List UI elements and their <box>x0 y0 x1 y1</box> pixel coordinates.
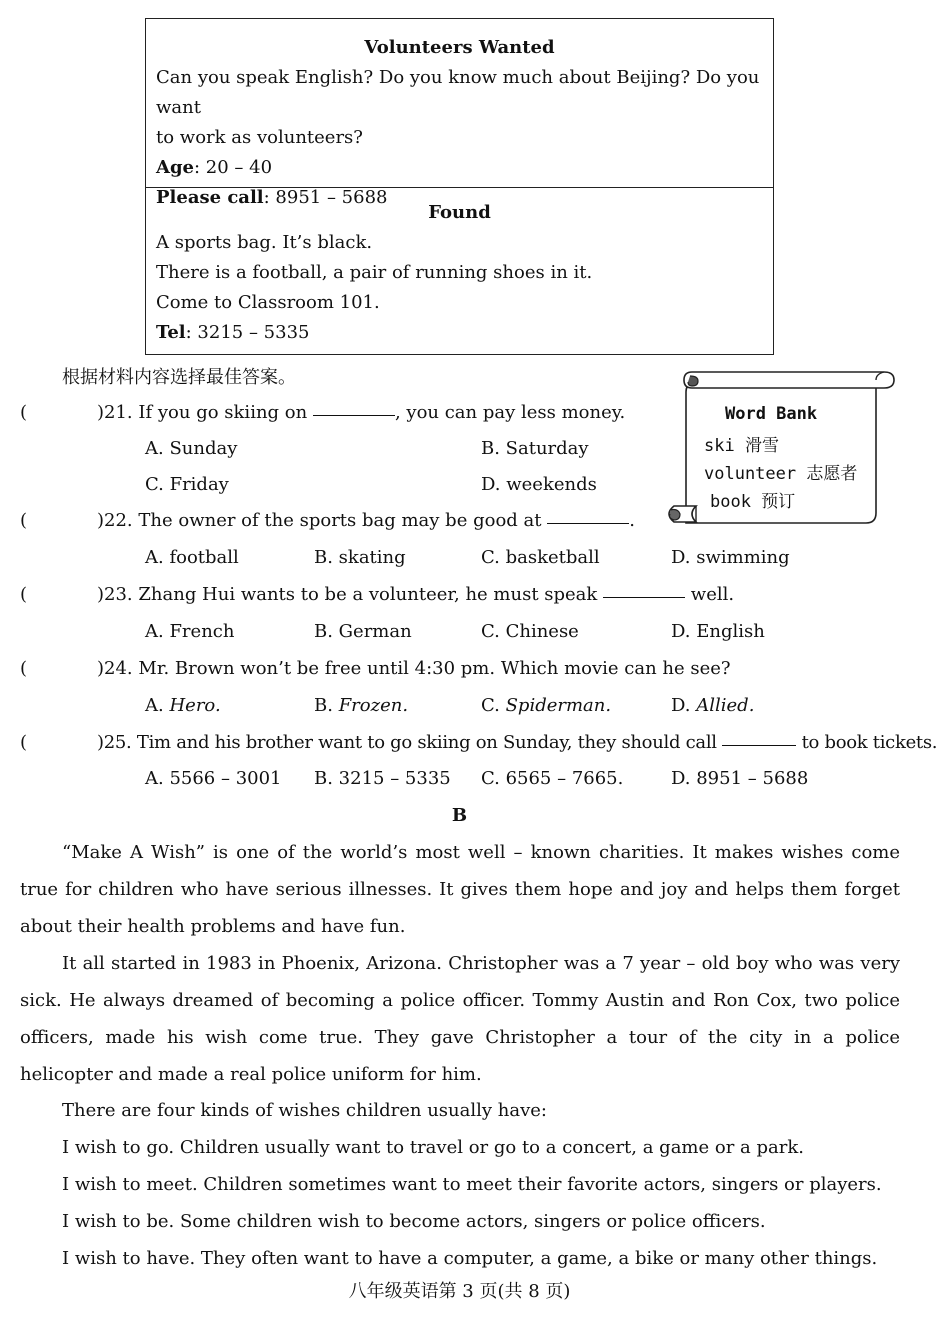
question-23 <box>97 583 734 607</box>
call-value: : 8951 – 5688 <box>263 187 388 208</box>
option: A. Sunday <box>145 438 238 459</box>
notice-text: Come to Classroom 101. <box>156 292 380 313</box>
question-text: well. <box>690 584 735 605</box>
option: D. swimming <box>671 547 790 568</box>
question-text: The owner of the sports bag may be good at <box>138 510 542 531</box>
word-bank-scroll <box>662 368 898 528</box>
option-letter: A. <box>145 695 164 716</box>
question-22 <box>97 509 635 533</box>
answer-blank <box>603 596 685 598</box>
tel-line <box>146 318 773 348</box>
answer-blank <box>722 744 796 746</box>
option <box>145 694 221 718</box>
question-number: )23. <box>97 584 133 605</box>
age-value: : 20 – 40 <box>194 157 273 178</box>
notice-found <box>145 187 774 355</box>
paragraph-line: I wish to go. Children usually want to travel or go to a concert, a game or a park. <box>62 1137 804 1158</box>
question-number: )21. <box>97 402 133 423</box>
paragraph: It all started in 1983 in Phoenix, Arizona. Christopher was a 7 year – old boy who was very sick. He always dreamed of becoming a police officer. Tommy Austin and Ron Cox, two police officers, made his wish come true. They gave Christopher a tour of the city in a police helicopter and made a real police uniform for him. <box>20 953 900 1085</box>
answer-paren: ( <box>20 732 28 753</box>
notice-title: Volunteers Wanted <box>364 37 555 58</box>
option: D. English <box>671 621 765 642</box>
notice-text: Can you speak English? Do you know much about Beijing? Do you want <box>156 67 760 118</box>
word-bank-item: volunteer 志愿者 <box>704 464 858 484</box>
movie-title: Frozen. <box>338 695 409 716</box>
option: B. skating <box>314 547 406 568</box>
option: D. 8951 – 5688 <box>671 768 809 789</box>
paragraph-line: There are four kinds of wishes children usually have: <box>62 1100 547 1121</box>
question-text: , you can pay less money. <box>394 402 626 423</box>
option-letter: B. <box>314 695 333 716</box>
paragraph-line: I wish to be. Some children wish to become actors, singers or police officers. <box>62 1211 766 1232</box>
answer-paren: ( <box>20 402 28 423</box>
section-heading: B <box>451 805 468 826</box>
option: A. football <box>145 547 239 568</box>
option: C. Friday <box>145 474 229 495</box>
instruction: 根据材料内容选择最佳答案。 <box>62 367 296 388</box>
age-line <box>146 153 773 183</box>
answer-paren: ( <box>20 658 28 679</box>
age-label: Age <box>156 157 195 178</box>
question-text: to book tickets. <box>801 732 937 753</box>
answer-paren: ( <box>20 584 28 605</box>
option: C. Chinese <box>481 621 579 642</box>
notice-title: Found <box>428 202 491 223</box>
movie-title: Hero. <box>169 695 221 716</box>
option: B. Saturday <box>481 438 589 459</box>
page-footer: 八年级英语第 3 页(共 8 页) <box>348 1281 571 1302</box>
option-letter: C. <box>481 695 500 716</box>
question-text: If you go skiing on <box>138 402 308 423</box>
option <box>481 694 611 718</box>
word-bank-title: Word Bank <box>725 404 818 424</box>
question-21 <box>97 401 625 425</box>
question-text: Zhang Hui wants to be a volunteer, he must speak <box>138 584 598 605</box>
notice-volunteers-wanted <box>145 18 774 208</box>
option: B. German <box>314 621 412 642</box>
call-label: Please call <box>156 187 264 208</box>
option: C. 6565 – 7665. <box>481 768 624 789</box>
word-bank-item: book 预订 <box>710 492 796 512</box>
option-letter: D. <box>671 695 691 716</box>
question-number: )25. <box>97 732 132 753</box>
notice-text: to work as volunteers? <box>156 127 363 148</box>
question-number: )22. <box>97 510 133 531</box>
paragraph-line: I wish to meet. Children sometimes want to meet their favorite actors, singers or players. <box>62 1174 882 1195</box>
option <box>314 694 408 718</box>
tel-value: : 3215 – 5335 <box>185 322 310 343</box>
option: B. 3215 – 5335 <box>314 768 451 789</box>
option: A. 5566 – 3001 <box>145 768 282 789</box>
question-text: Tim and his brother want to go skiing on Sunday, they should call <box>136 732 717 753</box>
question-25 <box>97 731 937 755</box>
tel-label: Tel <box>156 322 186 343</box>
option: D. weekends <box>481 474 597 495</box>
option: A. French <box>145 621 235 642</box>
notice-text: There is a football, a pair of running shoes in it. <box>156 262 593 283</box>
movie-title: Spiderman. <box>505 695 612 716</box>
word-bank-item: ski 滑雪 <box>704 436 779 456</box>
notice-text: A sports bag. It’s black. <box>156 232 373 253</box>
question-24 <box>97 657 731 681</box>
movie-title: Allied. <box>696 695 755 716</box>
paragraph: “Make A Wish” is one of the world’s most well – known charities. It makes wishes come true for children who have serious illnesses. It gives them hope and joy and helps them forget about their health problems and have fun. <box>20 842 900 937</box>
question-text: Mr. Brown won’t be free until 4:30 pm. Which movie can he see? <box>138 658 731 679</box>
option: C. basketball <box>481 547 600 568</box>
option <box>671 694 754 718</box>
question-text: . <box>629 510 635 531</box>
answer-blank <box>547 522 629 524</box>
answer-paren: ( <box>20 510 28 531</box>
question-number: )24. <box>97 658 133 679</box>
answer-blank <box>313 414 395 416</box>
paragraph-line: I wish to have. They often want to have a computer, a game, a bike or many other things. <box>62 1248 878 1269</box>
